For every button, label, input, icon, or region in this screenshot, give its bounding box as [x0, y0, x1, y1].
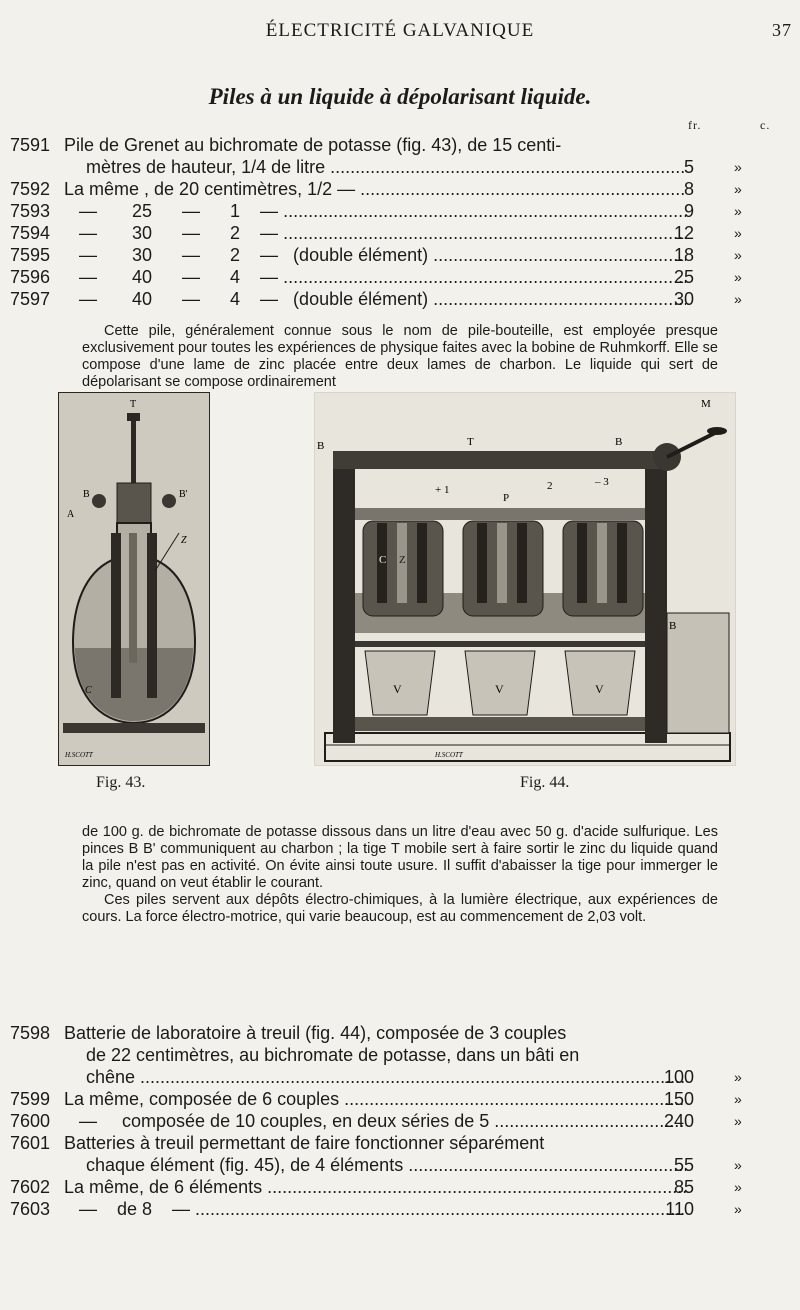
label-b-prime: B': [179, 489, 188, 500]
cell-3: [563, 521, 643, 616]
label-3: – 3: [595, 476, 609, 488]
label-a: A: [67, 509, 75, 520]
item-number: 7594: [10, 223, 51, 243]
item-description: chêne .....: [86, 1066, 686, 1088]
list-item: [0, 156, 800, 178]
list-item: [0, 266, 800, 288]
item-description: chaque élément (fig. 45), de 4 éléments .....: [86, 1154, 686, 1176]
left-post: [333, 453, 355, 743]
item-cents: »: [734, 291, 742, 307]
item-description: La même, de 6 éléments .....: [64, 1176, 686, 1198]
item-cents: »: [734, 1091, 742, 1107]
item-description: Batterie de laboratoire à treuil (fig. 44), composée de 3 couples: [64, 1023, 567, 1043]
list-item: [0, 1132, 800, 1154]
clamp-b: [92, 494, 106, 508]
item-cents: »: [734, 1157, 742, 1173]
list-item: [0, 244, 800, 266]
label-v: V: [393, 682, 402, 696]
label-b: B: [83, 489, 90, 500]
item-number: 7593: [10, 201, 51, 221]
item-price: 9: [683, 201, 694, 221]
carbon-plate: [111, 533, 121, 698]
list-item: [0, 1066, 800, 1088]
list-item: [0, 1154, 800, 1176]
label-b-right: B: [669, 620, 677, 632]
item-number: 7597: [10, 289, 51, 309]
figure-44-caption: Fig. 44.: [520, 774, 570, 791]
label-p: P: [503, 492, 510, 504]
list-item: [0, 200, 800, 222]
item-number: 7598: [10, 1023, 51, 1043]
list-item: [0, 1198, 800, 1220]
list-item: [0, 134, 800, 156]
section-title: Piles à un liquide à dépolarisant liquide.: [208, 84, 592, 109]
zinc-plate: [129, 533, 137, 663]
column-francs: fr.: [688, 118, 702, 132]
clamp-b-prime: [162, 494, 176, 508]
item-description: La même , de 20 centimètres, 1/2 — .....: [64, 178, 686, 200]
description-paragraph: [82, 824, 718, 926]
item-price: 5: [683, 157, 694, 177]
label-2: 2: [547, 480, 553, 492]
figure-43: [58, 392, 210, 766]
item-price: 30: [673, 289, 694, 309]
item-description: — 40 — 4 — .....: [64, 266, 686, 288]
list-item: [0, 178, 800, 200]
list-item: [0, 1044, 800, 1066]
item-price: 85: [673, 1177, 694, 1197]
item-price: 240: [663, 1111, 694, 1131]
item-number: 7592: [10, 179, 51, 199]
item-description: — 25 — 1 — .....: [64, 200, 686, 222]
item-number: 7591: [10, 135, 51, 155]
paragraph-text: Ces piles servent aux dépôts électro-chimiques, à la lumière électrique, aux expériences de cours. La force électro-motrice, qui varie beaucoup, est au commencement de 2,03 volt.: [82, 892, 718, 925]
list-item: [0, 288, 800, 310]
column-centimes: c.: [760, 118, 771, 132]
paragraph-text: de 100 g. de bichromate de potasse dissous dans un litre d'eau avec 50 g. d'acide sulfurique. Les pinces B B' communiquent au charbon ; la tige T mobile sert à faire sortir le zinc du liquide quand la pile n'est pas en activité. On évite ainsi toute usure. Il suffit d'abaisser la tige pour immerger le zinc, quand on veut établir le courant.: [82, 824, 718, 891]
item-cents: »: [734, 247, 742, 263]
label-v: V: [595, 682, 604, 696]
item-description: mètres de hauteur, 1/4 de litre .....: [86, 156, 686, 178]
label-m: M: [701, 398, 711, 410]
item-description: Pile de Grenet au bichromate de potasse (fig. 43), de 15 centi-: [64, 135, 562, 155]
item-price: 150: [663, 1089, 694, 1109]
label-z: Z: [399, 554, 406, 566]
winch-battery-illustration: [315, 393, 735, 765]
label-t: T: [467, 436, 474, 448]
item-description: La même, composée de 6 couples .....: [64, 1088, 686, 1110]
item-number: 7602: [10, 1177, 51, 1197]
list-item: [0, 1088, 800, 1110]
list-item: [0, 1022, 800, 1044]
engraver-signature: H.SCOTT: [65, 751, 93, 759]
item-description: — de 8 — .....: [64, 1198, 686, 1220]
item-description: — 30 — 2 — (double élément) .....: [64, 244, 686, 266]
right-post: [645, 453, 667, 743]
item-cents: »: [734, 1201, 742, 1217]
item-price: 55: [673, 1155, 694, 1175]
description-paragraph: [82, 323, 718, 391]
item-cents: »: [734, 225, 742, 241]
cell-2: [463, 521, 543, 616]
figure-43-caption: Fig. 43.: [96, 774, 146, 791]
item-number: 7596: [10, 267, 51, 287]
figure-44: [314, 392, 736, 766]
item-number: 7601: [10, 1133, 51, 1153]
engraver-signature: H.SCOTT: [435, 751, 463, 759]
item-price: 100: [663, 1067, 694, 1087]
bottle-cell-illustration: [59, 393, 209, 765]
item-description: — 30 — 2 — .....: [64, 222, 686, 244]
list-item: [0, 1176, 800, 1198]
winch-beam: [333, 451, 667, 469]
running-title: ÉLECTRICITÉ GALVANIQUE: [265, 20, 535, 41]
label-v: V: [495, 682, 504, 696]
item-cents: »: [734, 269, 742, 285]
list-item: [0, 1110, 800, 1132]
item-number: 7603: [10, 1199, 51, 1219]
item-price: 25: [673, 267, 694, 287]
item-description: — 40 — 4 — (double élément) .....: [64, 288, 686, 310]
label-b-left: B: [317, 440, 325, 452]
item-price: 18: [673, 245, 694, 265]
label-1: + 1: [435, 484, 450, 496]
item-description: — composée de 10 couples, en deux séries de 5 .....: [64, 1110, 686, 1132]
item-description: de 22 centimètres, au bichromate de potasse, dans un bâti en: [86, 1045, 580, 1065]
label-c: C: [379, 554, 387, 566]
item-price: 8: [683, 179, 694, 199]
page-number: 37: [772, 20, 792, 40]
item-number: 7600: [10, 1111, 51, 1131]
label-b-top: B: [615, 436, 623, 448]
item-price: 110: [665, 1199, 694, 1219]
item-number: 7595: [10, 245, 51, 265]
label-t: T: [130, 399, 137, 410]
item-description: Batteries à treuil permettant de faire fonctionner séparément: [64, 1133, 545, 1153]
item-number: 7599: [10, 1089, 51, 1109]
carbon-plate: [147, 533, 157, 698]
item-cents: »: [734, 159, 742, 175]
label-c: C: [85, 685, 92, 696]
item-cents: »: [734, 181, 742, 197]
list-item: [0, 222, 800, 244]
item-cents: »: [734, 1113, 742, 1129]
label-z: Z: [181, 535, 187, 546]
item-cents: »: [734, 1069, 742, 1085]
item-price: 12: [673, 223, 694, 243]
item-cents: »: [734, 1179, 742, 1195]
cell-1: [363, 521, 443, 616]
item-cents: »: [734, 203, 742, 219]
paragraph-text: Cette pile, généralement connue sous le nom de pile-bouteille, est employée presque exclusivement pour toutes les expériences de physique faites avec la bobine de Ruhmkorff. Elle se compose d'une lame de zinc placée entre deux lames de charbon. Le liquide qui sert de dépolarisant se compose ordinairement: [82, 323, 718, 390]
